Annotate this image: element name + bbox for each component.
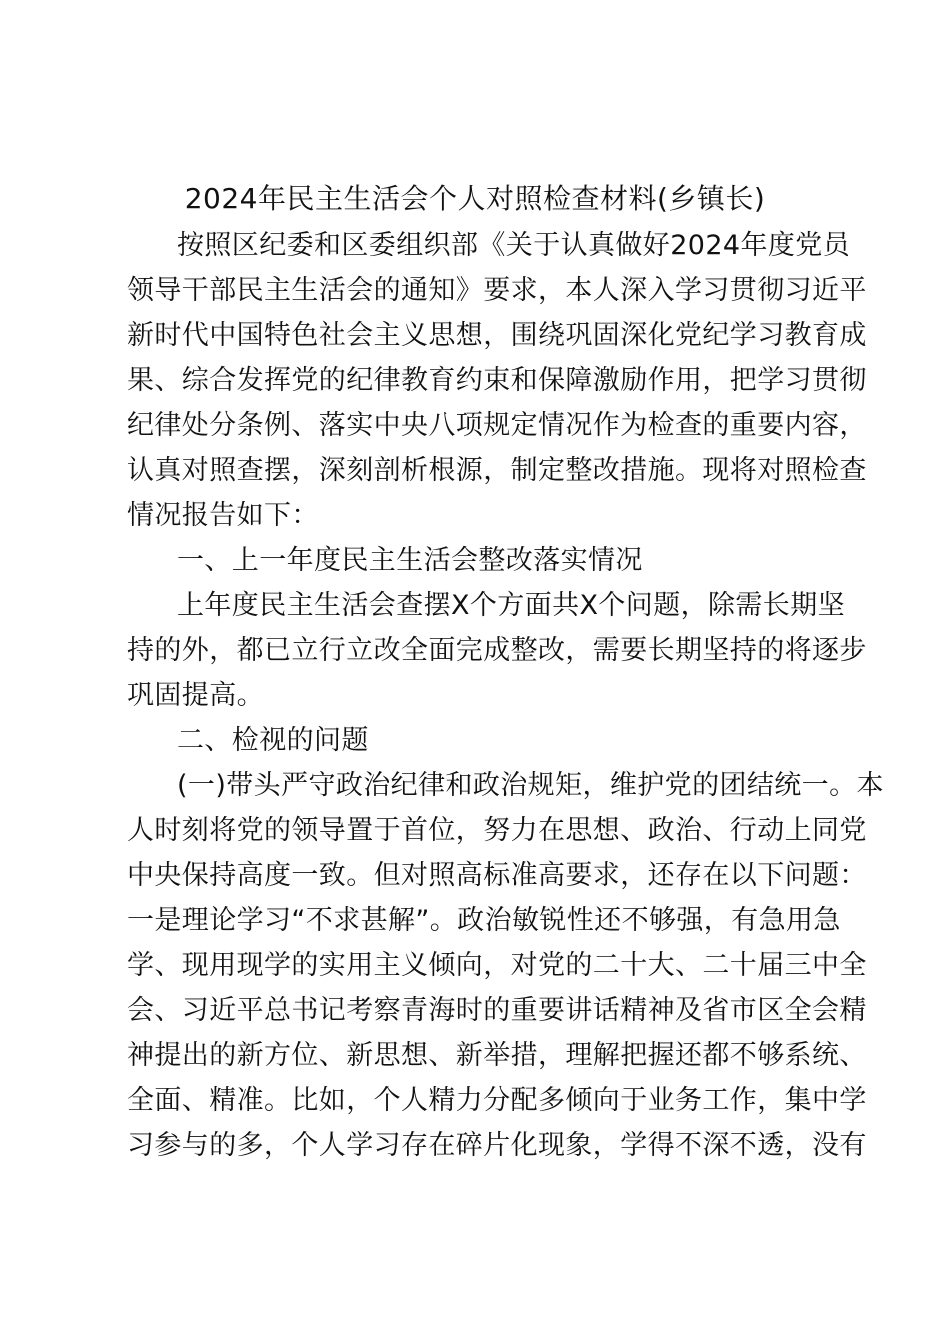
paragraph-line: 习参与的多，个人学习存在碎片化现象，学得不深不透，没有 <box>127 1130 867 1161</box>
paragraph-line: 中央保持高度一致。但对照高标准高要求，还存在以下问题： <box>127 860 867 891</box>
paragraph-line: 会、习近平总书记考察青海时的重要讲话精神及省市区全会精 <box>127 995 867 1026</box>
paragraph-line: 情况报告如下： <box>127 500 319 531</box>
paragraph-line: 按照区纪委和区委组织部《关于认真做好2024年度党员 <box>177 230 851 261</box>
section-heading: 一、上一年度民主生活会整改落实情况 <box>177 545 643 576</box>
paragraph-line: 巩固提高。 <box>127 680 264 711</box>
paragraph-line: 学、现用现学的实用主义倾向，对党的二十大、二十届三中全 <box>127 950 867 981</box>
paragraph-line: 神提出的新方位、新思想、新举措，理解把握还都不够系统、 <box>127 1040 867 1071</box>
paragraph-line: 人时刻将党的领导置于首位，努力在思想、政治、行动上同党 <box>127 815 867 846</box>
paragraph-line: 全面、精准。比如，个人精力分配多倾向于业务工作，集中学 <box>127 1085 867 1116</box>
paragraph-line: 上年度民主生活会查摆X个方面共X个问题，除需长期坚 <box>177 590 845 621</box>
paragraph-line: 持的外，都已立行立改全面完成整改，需要长期坚持的将逐步 <box>127 635 867 666</box>
paragraph-line: 果、综合发挥党的纪律教育约束和保障激励作用，把学习贯彻 <box>127 365 867 396</box>
paragraph-line: 新时代中国特色社会主义思想，围绕巩固深化党纪学习教育成 <box>127 320 867 351</box>
section-heading: 二、检视的问题 <box>177 725 369 756</box>
paragraph-line: 认真对照查摆，深刻剖析根源，制定整改措施。现将对照检查 <box>127 455 867 486</box>
paragraph-line: 纪律处分条例、落实中央八项规定情况作为检查的重要内容， <box>127 410 867 441</box>
document-title: 2024年民主生活会个人对照检查材料(乡镇长) <box>184 182 766 215</box>
paragraph-line: (一)带头严守政治纪律和政治规矩，维护党的团结统一。本 <box>177 770 884 801</box>
paragraph-line: 一是理论学习“不求甚解”。政治敏锐性还不够强，有急用急 <box>127 905 841 936</box>
paragraph-line: 领导干部民主生活会的通知》要求，本人深入学习贯彻习近平 <box>127 275 867 306</box>
